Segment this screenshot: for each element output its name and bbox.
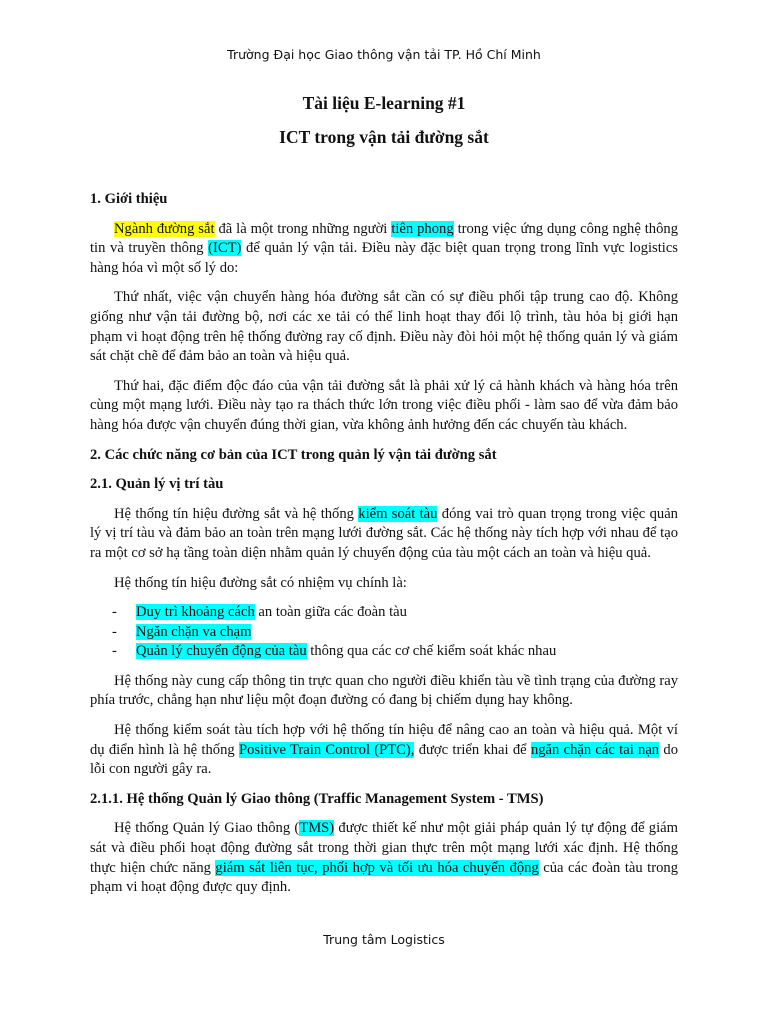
text-run: được triển khai để: [414, 741, 531, 758]
text-run: được thiết kế như một giải pháp quản lý tự động để giám sát và điều phối hoạt động đường sắt trong thời gian thực trên một mạng lưới xác định. Hệ thống thực hiện chức năng: [90, 820, 678, 876]
highlight-cyan: giám sát liên tục, phối hợp và tối ưu hóa chuyển động: [215, 859, 539, 876]
text-run: của các đoàn tàu trong phạm vi hoạt động được quy định.: [90, 859, 678, 896]
bullet-list: [90, 603, 678, 662]
list-item: [90, 642, 678, 662]
highlight-cyan: Ngăn chặn va chạm: [136, 623, 252, 640]
highlight-cyan: Quản lý chuyển động của tàu: [136, 643, 307, 660]
paragraph: [90, 819, 678, 897]
page-header: Trường Đại học Giao thông vận tải TP. Hồ Chí Minh: [227, 47, 541, 62]
highlight-cyan: Positive Train Control (PTC),: [238, 741, 415, 758]
paragraph: [90, 220, 678, 279]
text-run: để quản lý vận tải. Điều này đặc biệt quan trọng trong lĩnh vực logistics hàng hóa vì một số lý do:: [90, 240, 678, 276]
highlight-cyan: (ICT): [208, 240, 242, 257]
document-title: Tài liệu E-learning #1: [302, 93, 466, 113]
section-heading-2-1: 2.1. Quản lý vị trí tàu: [90, 476, 224, 493]
list-dash: -: [112, 604, 117, 621]
section-heading-2-1-1: 2.1.1. Hệ thống Quản lý Giao thông (Traffic Management System - TMS): [90, 790, 544, 807]
highlight-cyan: tiên phong: [391, 220, 454, 237]
page-footer: Trung tâm Logistics: [323, 932, 445, 947]
section-heading-2: 2. Các chức năng cơ bản của ICT trong quản lý vận tải đường sắt: [90, 446, 497, 463]
section-heading-1: 1. Giới thiệu: [90, 191, 168, 207]
paragraph: Thứ nhất, việc vận chuyển hàng hóa đường sắt cần có sự điều phối tập trung cao độ. Không giống như vận tải đường bộ, nơi các xe tải có thể linh hoạt thay đổi lộ trình, tàu hỏa bị giới hạn phạm vi hoạt động trên hệ thống đường ray cố định. Điều này đòi hỏi một hệ thống quản lý và giám sát chặt chẽ để đảm bảo an toàn và hiệu quả.: [90, 289, 678, 365]
document-body: [90, 190, 678, 908]
text-run: do lỗi con người gây ra.: [90, 741, 678, 778]
text-run: đóng vai trò quan trọng trong việc quản lý vị trí tàu và đảm bảo an toàn trên mạng lưới đường sắt. Các hệ thống này tích hợp với nhau để tạo ra một cơ sở hạ tầng toàn diện nhằm quản lý chuyển động của tàu một cách an toàn và hiệu quả.: [90, 505, 678, 561]
document-subtitle: ICT trong vận tải đường sắt: [279, 127, 489, 147]
list-item: [90, 603, 678, 623]
highlight-cyan: TMS): [299, 820, 335, 837]
text-run: Hệ thống tín hiệu đường sắt và hệ thống: [114, 505, 359, 522]
highlight-cyan: kiểm soát tàu: [358, 505, 438, 522]
paragraph: [90, 505, 678, 564]
text-run: Hệ thống Quản lý Giao thông (: [114, 820, 300, 837]
paragraph: [90, 721, 678, 780]
list-dash: -: [112, 643, 117, 660]
list-dash: -: [112, 623, 117, 640]
text-run: trong việc ứng dụng công nghệ thông tin và truyền thông: [90, 220, 678, 257]
text-run: thông qua các cơ chế kiểm soát khác nhau: [306, 643, 557, 660]
list-item: [90, 623, 678, 643]
highlight-cyan: ngăn chặn các tai nạn: [530, 741, 660, 758]
text-run: an toàn giữa các đoàn tàu: [254, 604, 407, 621]
paragraph: Hệ thống này cung cấp thông tin trực quan cho người điều khiển tàu về tình trạng của đường ray phía trước, chẳng hạn như liệu một đoạn đường có đang bị chiếm dụng hay không.: [90, 672, 678, 709]
text-run: Hệ thống kiểm soát tàu tích hợp với hệ thống tín hiệu để nâng cao an toàn và hiệu quả. Một ví dụ điển hình là hệ thống: [90, 722, 678, 758]
paragraph: Thứ hai, đặc điểm độc đáo của vận tải đường sắt là phải xử lý cả hành khách và hàng hóa trên cùng một mạng lưới. Điều này tạo ra thách thức lớn trong việc điều phối - làm sao để vừa đảm bảo hàng hóa được vận chuyển đúng thời gian, vừa không ảnh hưởng đến các chuyến tàu khách.: [90, 377, 678, 433]
text-run: đã là một trong những người: [214, 220, 392, 237]
paragraph: Hệ thống tín hiệu đường sắt có nhiệm vụ chính là:: [114, 574, 407, 591]
highlight-yellow: Ngành đường sắt: [114, 220, 215, 237]
highlight-cyan: Duy trì khoảng cách: [136, 604, 255, 621]
